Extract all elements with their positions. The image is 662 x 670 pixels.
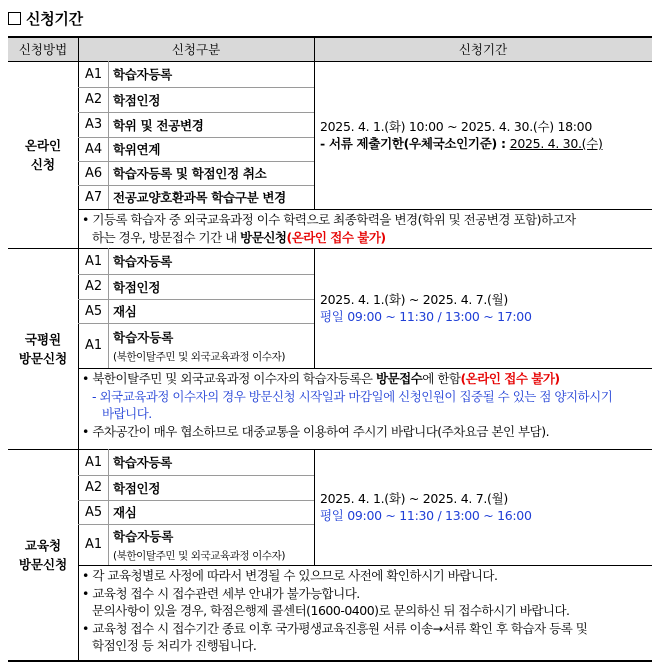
- nile-period-hours: 평일 09:00 ~ 11:30 / 13:00 ~ 17:00: [320, 309, 532, 324]
- item-label: 재심: [113, 505, 137, 520]
- office-period-hours: 평일 09:00 ~ 11:30 / 13:00 ~ 16:00: [320, 508, 532, 523]
- item-label: 학위 및 전공변경: [113, 117, 204, 133]
- item-code: A2: [85, 92, 103, 107]
- item-label: 학위연계: [113, 142, 161, 157]
- item-label-with-sub: 학습자등록 (북한이탈주민 및 외국교육과정 이수자): [113, 528, 286, 562]
- header-category: 신청구분: [78, 37, 314, 61]
- item-code: A3: [85, 117, 103, 132]
- item-code: A1: [85, 454, 103, 470]
- item-label-with-sub: 학습자등록 (북한이탈주민 및 외국교육과정 이수자): [113, 329, 286, 363]
- item-code: A2: [85, 480, 103, 495]
- online-period-range: 2025. 4. 1.(화) 10:00 ~ 2025. 4. 30.(수) 18:00: [320, 119, 592, 134]
- item-code: A1: [85, 338, 103, 353]
- item-code: A4: [85, 141, 103, 157]
- item-code: A2: [85, 279, 103, 294]
- item-code: A6: [85, 165, 103, 181]
- item-label: 학습자등록: [113, 254, 172, 269]
- item-label: 학습자등록 및 학점인정 취소: [113, 166, 267, 181]
- online-notes: • 기등록 학습자 중 외국교육과정 이수 학력으로 최종학력을 변경(학위 및 전공변경 포함)하고자 하는 경우, 방문접수 기간 내 방문신청(온라인 접수 불가): [82, 212, 576, 245]
- item-label: 학점인정: [113, 92, 161, 108]
- item-code: A1: [85, 253, 103, 269]
- section-heading-text: 신청기간: [26, 10, 83, 28]
- item-label: 학점인정: [113, 480, 161, 496]
- method-online: 온라인 신청: [24, 137, 62, 172]
- header-period: 신청기간: [314, 37, 652, 61]
- method-office-visit: 교육청 방문신청: [18, 538, 68, 572]
- office-period-range: 2025. 4. 1.(화) ~ 2025. 4. 7.(월): [320, 491, 508, 506]
- section-heading: [8, 8, 83, 29]
- nile-period-range: 2025. 4. 1.(화) ~ 2025. 4. 7.(월): [320, 292, 508, 307]
- online-deadline: - 서류 제출기한(우체국소인기준) : 2025. 4. 30.(수): [320, 136, 603, 151]
- nile-period: [314, 248, 652, 368]
- checkbox-square-icon: [8, 12, 21, 25]
- item-code: A5: [85, 504, 103, 520]
- item-code: A5: [85, 303, 103, 319]
- online-period: [314, 61, 652, 209]
- item-label: 재심: [113, 304, 137, 319]
- item-label: 학습자등록: [113, 67, 172, 82]
- item-label: 전공교양호환과목 학습구분 변경: [113, 190, 286, 205]
- item-label: 학점인정: [113, 279, 161, 295]
- office-notes: • 각 교육청별로 사정에 따라서 변경될 수 있으므로 사전에 확인하시기 바랍니다. • 교육청 접수 시 접수관련 세부 안내가 불가능합니다. 문의사항이 있을 경우, 학점은행제 콜센터(1600-0400)로 문의하신 뒤 접수하시기 바랍니다. • 교육청 접수 시 접수기간 종료 이후 국가평생교육진흥원 서류 이송→서류 확인 후 학습자 등록 및 학점인정 등 처리가 진행됩니다.: [82, 568, 588, 653]
- item-code: A7: [85, 189, 103, 205]
- item-label: 학습자등록: [113, 455, 172, 470]
- item-code: A1: [85, 66, 103, 82]
- header-method: 신청방법: [8, 37, 78, 61]
- office-period: [314, 449, 652, 565]
- method-nile-visit: 국평원 방문신청: [18, 331, 68, 366]
- item-code: A1: [85, 537, 103, 552]
- nile-notes: • 북한이탈주민 및 외국교육과정 이수자의 학습자등록은 방문접수에 한함(온라인 접수 불가) - 외국교육과정 이수자의 경우 방문신청 시작일과 마감일에 신청인원이 집중될 수 있는 점 양지하시기 바랍니다. • 주차공간이 매우 협소하므로 대중교통을 이용하여 주시기 바랍니다(주차요금 본인 부담).: [82, 371, 613, 439]
